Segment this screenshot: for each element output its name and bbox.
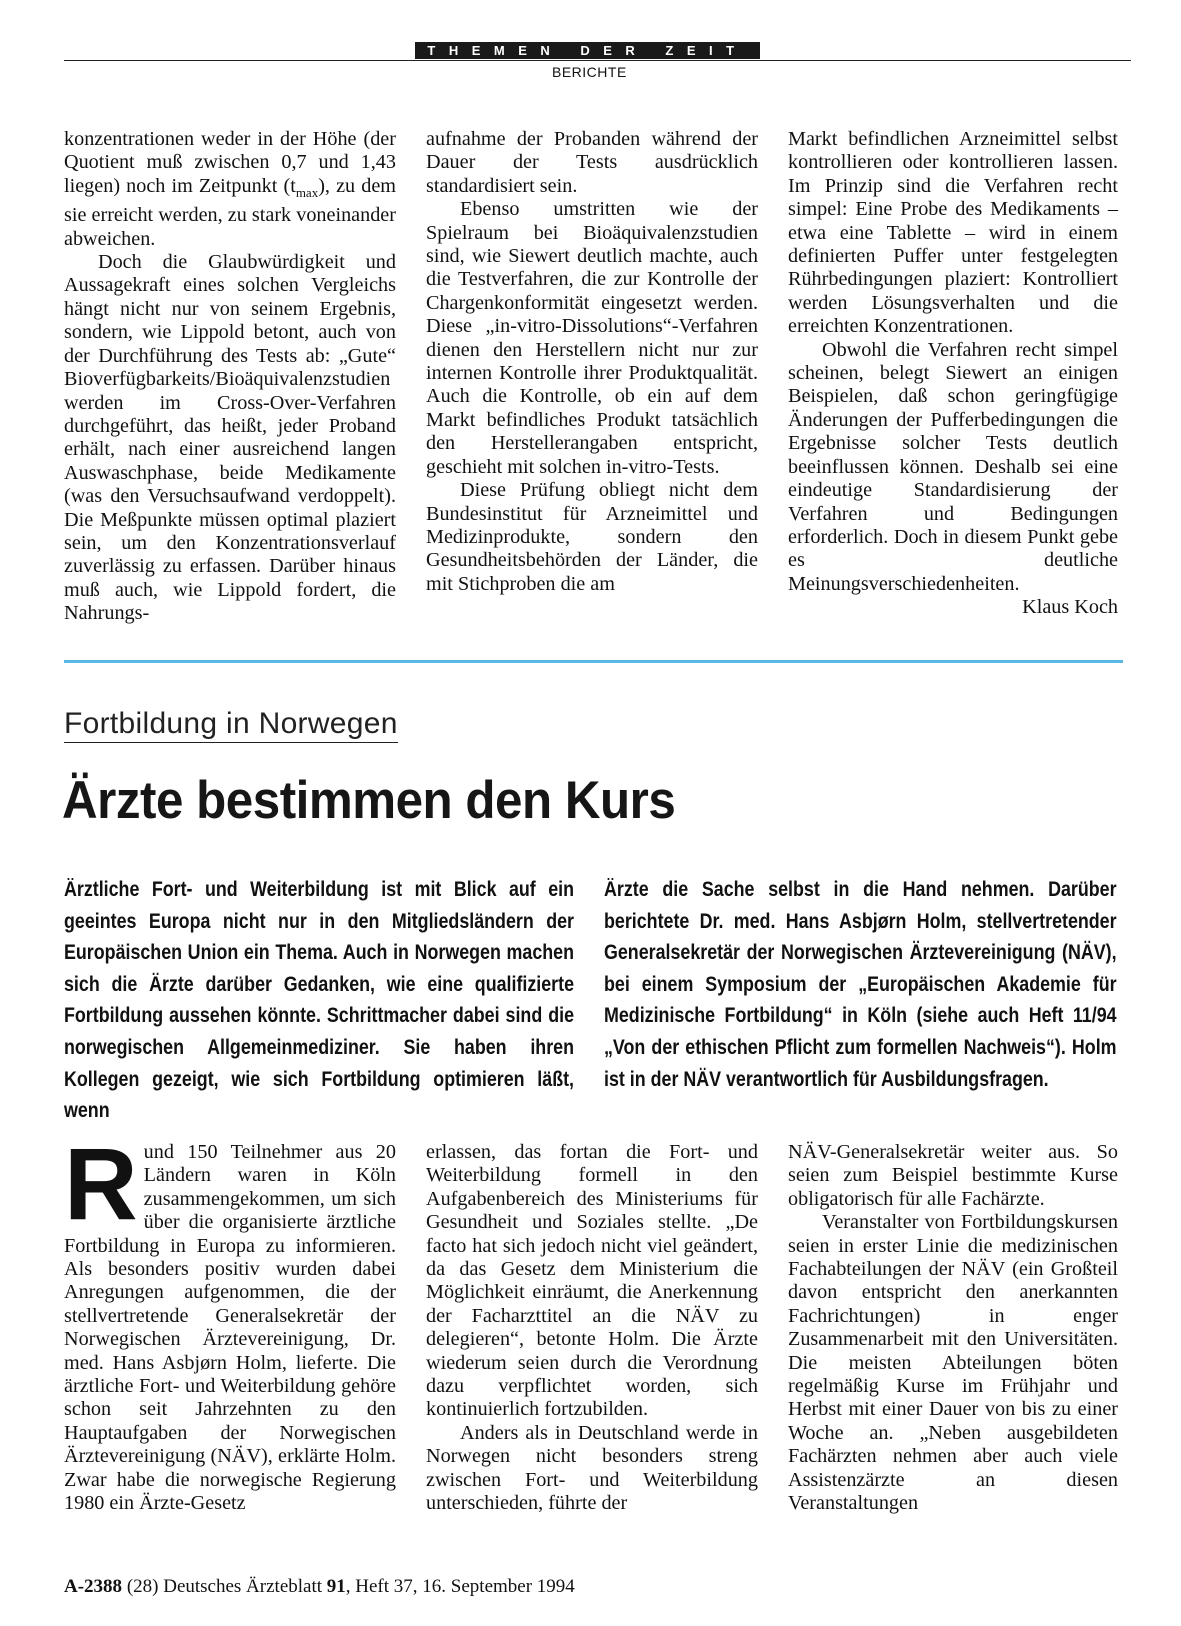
prev-article-column-2 bbox=[426, 128, 758, 596]
paragraph: Obwohl die Verfahren recht simpel scheinen, belegt Siewert an einigen Beispielen, daß schon geringfügige Änderungen der Pufferbedingungen die Ergebnisse solcher Tests deutlich beeinflussen können. Deshalb sei eine eindeutige Standardisierung der Verfahren und Bedingungen erforderlich. Doch in diesem Punkt gebe es deutliche Meinungsverschiedenheiten. bbox=[788, 338, 1118, 595]
page-code: A-2388 bbox=[64, 1576, 123, 1597]
paragraph: Markt befindlichen Arzneimittel selbst kontrollieren oder kontrollieren lassen. Im Prinzip sind die Verfahren recht simpel: Eine Probe des Medikaments – etwa eine Tablette – wird in einem definierten Puffer unter festgelegten Rührbedingungen plaziert: Kontrolliert werden Lösungsverhalten und die erreichten Konzentrationen. bbox=[788, 128, 1118, 338]
volume-number: 91 bbox=[326, 1576, 346, 1597]
prev-article-column-3 bbox=[788, 128, 1118, 620]
paragraph: erlassen, das fortan die Fort- und Weiterbildung formell in den Aufgabenbereich des Ministeriums für Gesundheit und Soziales stellte. „De facto hat sich jedoch nicht viel geändert, da das Gesetz dem Ministerium die Möglichkeit einräumt, die Anerkennung der Facharzttitel an die NÄV zu delegieren“, betonte Holm. Die Ärzte wiederum seien durch die Verordnung dazu verpflichtet worden, sich kontinuierlich fortzubilden. bbox=[426, 1141, 758, 1421]
page-footer bbox=[64, 1576, 575, 1598]
author-signature: Klaus Koch bbox=[1022, 596, 1118, 619]
paragraph: Veranstalter von Fortbildungskursen seien in erster Linie die medizinischen Fachabteilungen der NÄV (ein Großteil davon entspricht den anerkannten Fachrichtungen) in enger Zusammenarbeit mit den Universitäten. Die meisten Abteilungen böten regelmäßig Kurse im Frühjahr und Herbst mit einer Dauer von bis zu einer Woche an. „Neben ausgebildeten Fachärzten nehmen aber auch viele Assistenzärzte an diesen Veranstaltungen bbox=[788, 1211, 1118, 1515]
drop-cap: R bbox=[64, 1127, 138, 1241]
section-band: THEMEN DER ZEIT bbox=[415, 42, 760, 59]
paragraph: Ebenso umstritten wie der Spielraum bei Bioäquivalenzstudien sind, wie Siewert deutlich machte, auch die Testverfahren, die zur Kontrolle der Chargenkonformität eingesetzt werden. Diese „in-vitro-Dissolutions“-Verfahren dienen den Herstellern nicht nur zur internen Kontrolle ihrer Produktqualität. Auch die Kontrolle, ob ein auf dem Markt befindliches Produkt tatsächlich den Herstellerangaben entspricht, geschieht mit solchen in-vitro-Tests. bbox=[426, 198, 758, 478]
lead-paragraph-right: Ärzte die Sache selbst in die Hand nehmen. Darüber berichtete Dr. med. Hans Asbjørn Holm, stellvertretender Generalsekretär der Norwegischen Ärztevereinigung (NÄV), bei einem Symposium der „Europäischen Akademie für Medizinische Fortbildung“ in Köln (siehe auch Heft 11/94 „Von der ethischen Pflicht zum formellen Nachweis“). Holm ist in der NÄV verantwortlich für Ausbildungsfragen. bbox=[604, 878, 1117, 1091]
subsection-label: BERICHTE bbox=[552, 64, 627, 80]
footer-text: (28) Deutsches Ärzteblatt bbox=[126, 1576, 327, 1597]
text-run: konzentrationen weder in der Höhe (der Quotient muß zwischen 0,7 und 1,43 liegen) noch im Zeitpunkt (t bbox=[64, 128, 396, 197]
paragraph: Anders als in Deutschland werde in Norwegen nicht besonders streng zwischen Fort- und Weiterbildung unterschieden, führte der bbox=[426, 1421, 758, 1515]
paragraph bbox=[64, 128, 396, 251]
header-rule bbox=[64, 60, 1131, 61]
paragraph: Diese Prüfung obliegt nicht dem Bundesinstitut für Arzneimittel und Medizinprodukte, sondern den Gesundheitsbehörden der Länder, die mit Stichproben die am bbox=[426, 479, 758, 595]
lead-paragraph-left: Ärztliche Fort- und Weiterbildung ist mit Blick auf ein geeintes Europa nicht nur in den Mitgliedsländern der Europäischen Union ein Thema. Auch in Norwegen machen sich die Ärzte darüber Gedanken, wie eine qualifizierte Fortbildung aussehen könnte. Schrittmacher dabei sind die norwegischen Allgemeinmediziner. Sie haben ihren Kollegen gezeigt, wie sich Fortbildung optimieren läßt, wenn bbox=[64, 878, 574, 1123]
article-column-2 bbox=[426, 1141, 758, 1516]
article-column-1 bbox=[64, 1127, 396, 1516]
footer-date: , Heft 37, 16. September 1994 bbox=[345, 1576, 575, 1597]
paragraph: Doch die Glaubwürdigkeit und Aussagekraft eines solchen Vergleichs hängt nicht nur von seinem Ergebnis, sondern, wie Lippold betont, auch von der Durchführung des Tests ab: „Gute“ Bioverfügbarkeits/Bioäquivalenzstudien werden im Cross-Over-Verfahren durchgeführt, das heißt, jeder Proband erhält, nach einer ausreichend langen Auswaschphase, beide Medikamente (was den Versuchsaufwand verdoppelt). Die Meßpunkte müssen optimal plaziert sein, um den Konzentrationsverlauf zuverlässig zu erfassen. Darüber hinaus muß auch, wie Lippold fordert, die Nahrungs- bbox=[64, 251, 396, 625]
paragraph: aufnahme der Probanden während der Dauer der Tests ausdrücklich standardisiert sein. bbox=[426, 128, 758, 197]
article-separator bbox=[64, 660, 1123, 663]
paragraph: und 150 Teilnehmer aus 20 Ländern waren in Köln zusammengekommen, um sich über die organisierte ärztliche Fortbildung in Europa zu informieren. Als besonders positiv wurden dabei Anregungen aufgenommen, die der stellvertretende Generalsekretär der Norwegischen Ärztevereinigung, Dr. med. Hans Asbjørn Holm, lieferte. Die ärztliche Fort- und Weiterbildung gehöre schon seit Jahrzehnten zu den Hauptaufgaben der Norwegischen Ärztevereinigung (NÄV), erklärte Holm. Zwar habe die norwegische Regierung 1980 ein Ärzte-Gesetz bbox=[64, 1141, 396, 1515]
paragraph: NÄV-Generalsekretär weiter aus. So seien zum Beispiel bestimmte Kurse obligatorisch für alle Fachärzte. bbox=[788, 1141, 1118, 1210]
article-kicker: Fortbildung in Norwegen bbox=[64, 707, 398, 743]
prev-article-column-1 bbox=[64, 128, 396, 626]
text-run: ), zu dem sie erreicht werden, zu stark voneinander abweichen. bbox=[64, 174, 396, 250]
article-headline: Ärzte bestimmen den Kurs bbox=[62, 771, 676, 830]
article-column-3 bbox=[788, 1141, 1118, 1516]
subscript: max bbox=[295, 184, 319, 200]
